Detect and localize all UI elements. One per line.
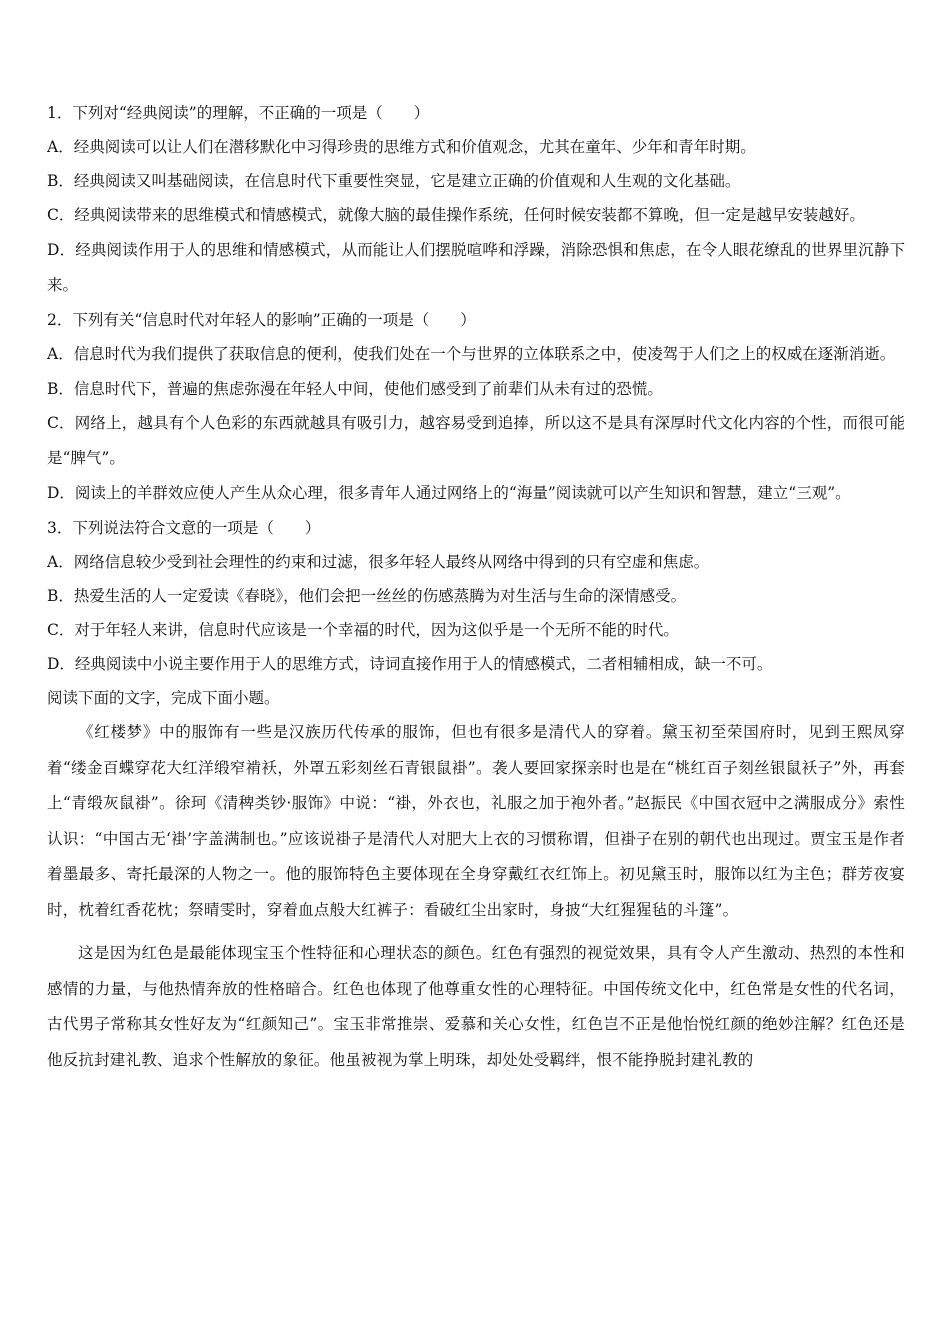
question-2-option-d: D．阅读上的羊群效应使人产生从众心理，很多青年人通过网络上的“海量”阅读就可以产生知识和智慧，建立“三观”。 xyxy=(47,484,851,502)
question-3-option-c: C．对于年轻人来讲，信息时代应该是一个幸福的时代，因为这似乎是一个无所不能的时代。 xyxy=(47,621,679,639)
question-3-stem: 3．下列说法符合文意的一项是（ ） xyxy=(47,519,321,537)
question-1-stem: 1．下列对“经典阅读”的理解，不正确的一项是（ ） xyxy=(47,104,430,122)
passage-paragraph-2: 这是因为红色是最能体现宝玉个性特征和心理状态的颜色。红色有强烈的视觉效果，具有令人产生激动、热烈的本性和感情的力量，与他热情奔放的性格暗合。红色也体现了他尊重女性的心理特征。中国传统文化中，红色常是女性的代名词，古代男子常称其女性好友为“红颜知己”。宝玉非常推崇、爱慕和关心女性，红色岂不正是他怡悦红颜的绝妙注解？红色还是他反抗封建礼教、追求个性解放的象征。他虽被视为掌上明珠，却处处受羁绊，恨不能挣脱封建礼教的 xyxy=(47,944,905,1069)
question-3 xyxy=(47,511,905,681)
question-3-option-b: B．热爱生活的人一定爱读《春晓》，他们会把一丝丝的伤感蒸腾为对生活与生命的深情感受。 xyxy=(47,587,687,605)
question-1 xyxy=(47,96,905,303)
question-2 xyxy=(47,303,905,511)
question-1-option-d: D．经典阅读作用于人的思维和情感模式，从而能让人们摆脱喧哗和浮躁，消除恐惧和焦虑，在令人眼花缭乱的世界里沉静下来。 xyxy=(47,241,905,294)
question-2-option-a: A．信息时代为我们提供了获取信息的便利，使我们处在一个与世界的立体联系之中，使凌驾于人们之上的权威在逐渐消逝。 xyxy=(47,345,896,363)
question-2-option-b: B．信息时代下，普遍的焦虑弥漫在年轻人中间，使他们感受到了前辈们从未有过的恐慌。 xyxy=(47,380,663,398)
passage-paragraph-1: 《红楼梦》中的服饰有一些是汉族历代传承的服饰，但也有很多是清代人的穿着。黛玉初至荣国府时，见到王熙凤穿着“缕金百蝶穿花大红洋缎窄褃袄，外罩五彩刻丝石青银鼠褂”。袭人要回家探亲时也是在“桃红百子刻丝银鼠袄子”外，再套上“青缎灰鼠褂”。徐珂《清稗类钞·服饰》中说：“褂，外衣也，礼服之加于袍外者。”赵振民《中国衣冠中之满服成分》索性认识：“中国古无‘褂’字盖满制也。”应该说褂子是清代人对肥大上衣的习惯称谓，但褂子在别的朝代也出现过。贾宝玉是作者着墨最多、寄托最深的人物之一。他的服饰特色主要体现在全身穿戴红衣红饰上。初见黛玉时，服饰以红为主色；群芳夜宴时，枕着红香花枕；祭晴雯时，穿着血点般大红裤子：看破红尘出家时，身披“大红猩猩毡的斗篷”。 xyxy=(47,723,905,919)
reading-instruction: 阅读下面的文字，完成下面小题。 xyxy=(47,689,280,707)
exam-page xyxy=(47,96,905,1078)
question-3-option-d: D．经典阅读中小说主要作用于人的思维方式，诗词直接作用于人的情感模式，二者相辅相成，缺一不可。 xyxy=(47,655,773,673)
question-1-option-b: B．经典阅读又叫基础阅读，在信息时代下重要性突显，它是建立正确的价值观和人生观的文化基础。 xyxy=(47,172,741,190)
question-1-option-a: A．经典阅读可以让人们在潜移默化中习得珍贵的思维方式和价值观念，尤其在童年、少年和青年时期。 xyxy=(47,138,756,156)
question-2-option-c: C．网络上，越具有个人色彩的东西就越具有吸引力，越容易受到追捧，所以这不是具有深厚时代文化内容的个性，而很可能是“脾气”。 xyxy=(47,414,905,467)
question-1-option-c: C．经典阅读带来的思维模式和情感模式，就像大脑的最佳操作系统，任何时候安装都不算晚，但一定是越早安装越好。 xyxy=(47,206,865,224)
reading-passage xyxy=(47,715,905,1078)
question-3-option-a: A．网络信息较少受到社会理性的约束和过滤，很多年轻人最终从网络中得到的只有空虚和焦虑。 xyxy=(47,553,710,571)
question-2-stem: 2．下列有关“信息时代对年轻人的影响”正确的一项是（ ） xyxy=(47,311,476,329)
